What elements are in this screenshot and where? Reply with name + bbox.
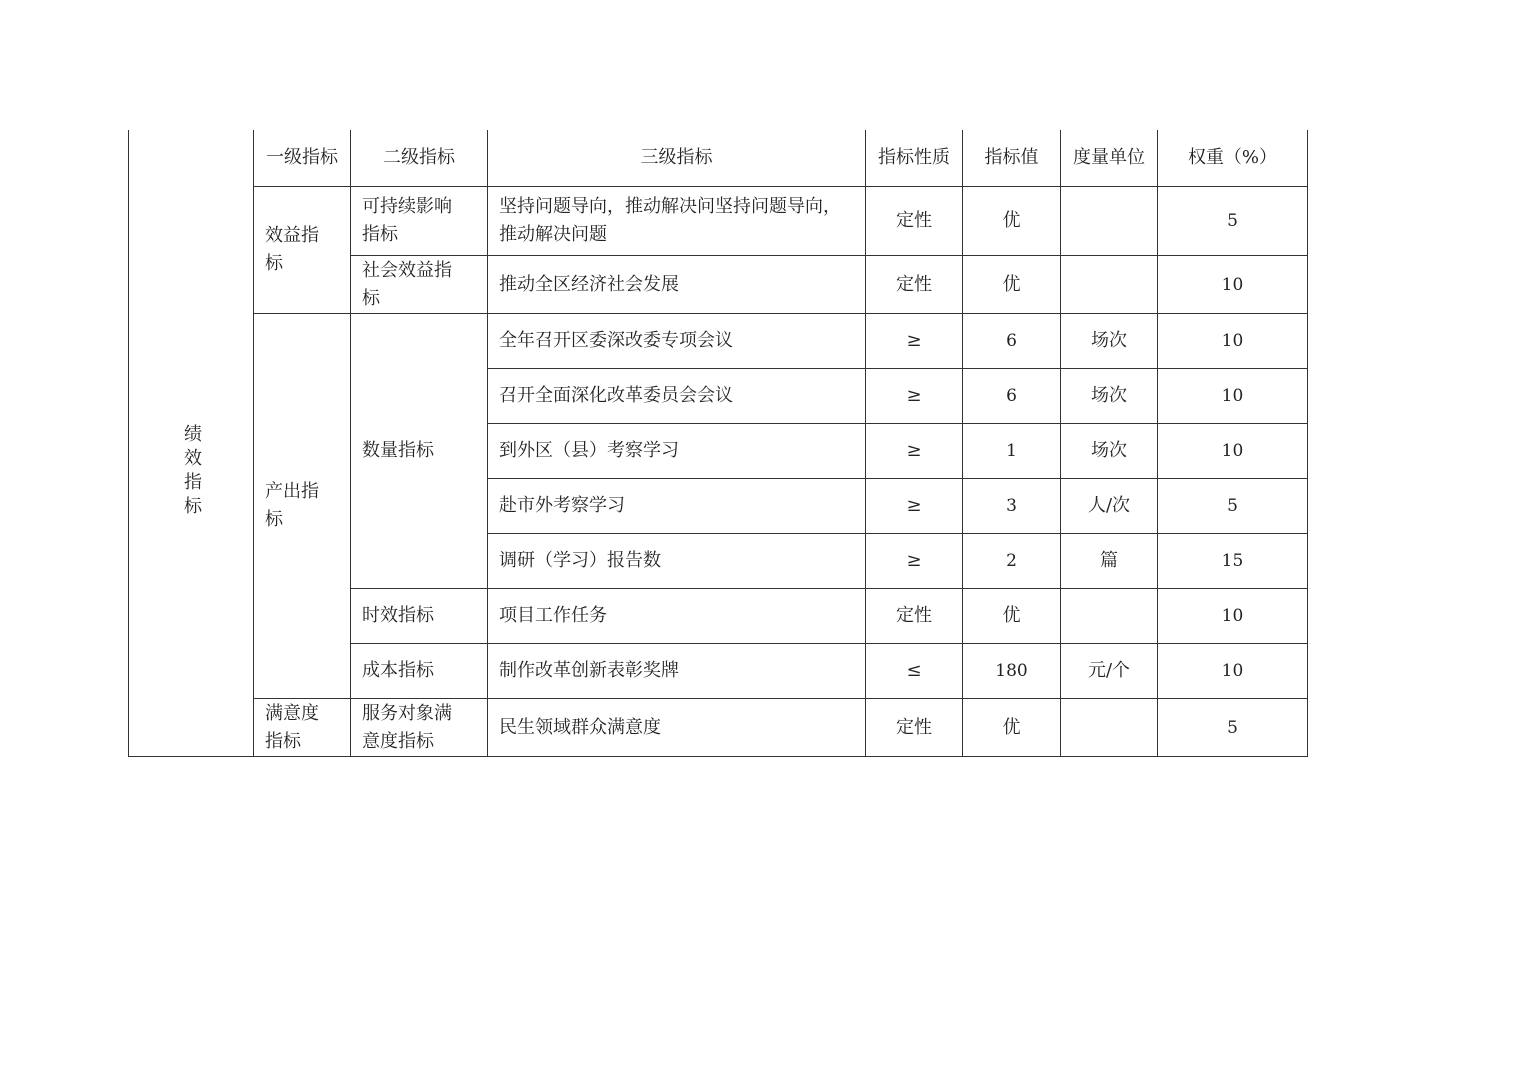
table-row-value: 优 xyxy=(1002,210,1021,231)
table-row-weight: 10 xyxy=(1221,386,1244,406)
table-row-unit: 篇 xyxy=(1100,550,1118,571)
table-row-nature: ≥ xyxy=(906,440,922,461)
subgroup-quantity: 数量指标 xyxy=(362,440,434,461)
table-row-indicator: 召开全面深化改革委员会会议 xyxy=(499,385,733,406)
table-row-value: 6 xyxy=(1006,386,1017,406)
header-weight: 权重（%） xyxy=(1187,147,1278,168)
header-nature: 指标性质 xyxy=(878,147,950,168)
table-row-weight: 10 xyxy=(1221,661,1244,681)
grid-line xyxy=(128,756,1308,757)
table-row-nature: ≥ xyxy=(906,495,922,516)
table-row-weight: 10 xyxy=(1221,331,1244,351)
subgroup-timeliness: 时效指标 xyxy=(362,605,434,626)
table-row-indicator: 推动全区经济社会发展 xyxy=(499,273,679,295)
header-value: 指标值 xyxy=(984,147,1039,168)
subgroup-sustainable: 可持续影响指标 xyxy=(362,196,452,245)
table-row-nature: 定性 xyxy=(896,716,932,738)
table-row-unit: 场次 xyxy=(1091,330,1127,351)
header-level1: 一级指标 xyxy=(266,147,338,168)
table-row-indicator: 到外区（县）考察学习 xyxy=(499,440,679,461)
table-row-nature: 定性 xyxy=(896,273,932,295)
table-row-unit: 元/个 xyxy=(1087,660,1131,681)
group-output: 产出指标 xyxy=(265,481,319,530)
table-row-indicator: 全年召开区委深改委专项会议 xyxy=(499,330,733,351)
table-row-indicator: 坚持问题导向，推动解决问坚持问题导向，推动解决问题 xyxy=(499,196,841,245)
table-row-weight: 10 xyxy=(1221,441,1244,461)
table-row-nature: 定性 xyxy=(896,210,932,231)
table-row-value: 1 xyxy=(1006,441,1017,461)
table-row-weight: 10 xyxy=(1221,606,1244,626)
table-row-unit: 场次 xyxy=(1091,385,1127,406)
table-row-indicator: 项目工作任务 xyxy=(499,605,607,626)
table-row-nature: ≥ xyxy=(906,385,922,406)
table-row-value: 180 xyxy=(995,661,1028,681)
table-row-weight: 5 xyxy=(1227,717,1238,738)
table-row-unit xyxy=(1061,187,1157,255)
subgroup-service: 服务对象满意度指标 xyxy=(362,702,452,752)
table-row-weight: 5 xyxy=(1227,496,1238,516)
header-level2: 二级指标 xyxy=(383,147,455,168)
table-row-value: 优 xyxy=(1002,605,1021,626)
table-row-indicator: 调研（学习）报告数 xyxy=(499,550,661,571)
table-row-unit xyxy=(1061,699,1157,756)
table-row-unit: 场次 xyxy=(1091,440,1127,461)
group-satisfaction: 满意度指标 xyxy=(265,702,319,752)
table-row-weight: 10 xyxy=(1221,274,1244,295)
table-row-value: 2 xyxy=(1006,551,1017,571)
grid-line xyxy=(1307,130,1308,757)
table-row-nature: ≥ xyxy=(906,330,922,351)
table-row-indicator: 制作改革创新表彰奖牌 xyxy=(499,660,679,681)
table-row-unit: 人/次 xyxy=(1087,495,1131,516)
table-row-nature: ≤ xyxy=(906,660,922,681)
table-row-nature: 定性 xyxy=(896,605,932,626)
table-row-unit xyxy=(1061,589,1157,643)
subgroup-cost: 成本指标 xyxy=(362,660,434,681)
table-row-weight: 15 xyxy=(1221,551,1244,571)
table-row-value: 优 xyxy=(1002,273,1021,295)
table-row-nature: ≥ xyxy=(906,550,922,571)
group-benefit: 效益指标 xyxy=(265,225,319,274)
table-row-value: 优 xyxy=(1002,716,1021,738)
table-row-indicator: 赴市外考察学习 xyxy=(499,495,625,516)
subgroup-social: 社会效益指标 xyxy=(362,259,452,309)
category-cell xyxy=(129,187,253,756)
header-level3: 三级指标 xyxy=(640,147,713,168)
table-row-weight: 5 xyxy=(1227,211,1238,231)
table-row-unit xyxy=(1061,256,1157,313)
table-row-indicator: 民生领域群众满意度 xyxy=(499,716,661,738)
header-unit: 度量单位 xyxy=(1073,147,1145,168)
table-row-value: 3 xyxy=(1006,496,1017,516)
category-label: 绩效指标 xyxy=(181,423,202,520)
table-row-value: 6 xyxy=(1006,331,1017,351)
